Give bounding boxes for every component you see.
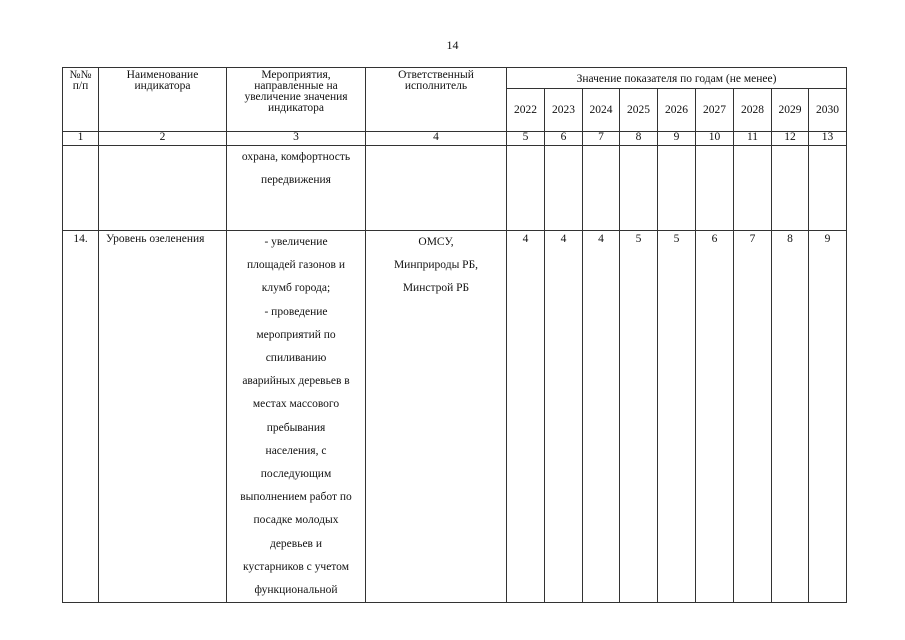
year-value	[696, 146, 734, 231]
activities-text: охрана, комфортность передвижения	[227, 146, 366, 231]
column-number: 4	[366, 132, 507, 146]
column-number: 8	[620, 132, 658, 146]
column-number: 3	[227, 132, 366, 146]
table-row	[63, 231, 847, 603]
year-value	[507, 146, 545, 231]
column-number: 13	[809, 132, 847, 146]
header-year: 2028	[734, 89, 772, 132]
responsible-text	[366, 146, 507, 231]
column-number-row	[63, 132, 847, 146]
activities-text: - увеличение площадей газонов и клумб города; - проведение мероприятий по спиливанию аварийных деревьев в местах массового пребывания населения, с последующим выполнением работ по посадке молодых деревьев и кустарников с учетом функциональной	[227, 231, 366, 603]
header-year: 2027	[696, 89, 734, 132]
table-row	[63, 146, 847, 231]
column-number: 10	[696, 132, 734, 146]
column-number: 9	[658, 132, 696, 146]
header-indicator-name: Наименование индикатора	[99, 68, 227, 132]
header-year: 2024	[583, 89, 620, 132]
year-value: 5	[620, 231, 658, 603]
column-number: 1	[63, 132, 99, 146]
indicator-name: Уровень озеленения	[99, 231, 227, 603]
column-number: 11	[734, 132, 772, 146]
header-year: 2023	[545, 89, 583, 132]
column-number: 2	[99, 132, 227, 146]
year-value: 8	[772, 231, 809, 603]
year-value: 7	[734, 231, 772, 603]
row-number	[63, 146, 99, 231]
year-value	[809, 146, 847, 231]
indicator-table	[62, 67, 847, 603]
row-number: 14.	[63, 231, 99, 603]
year-value	[545, 146, 583, 231]
column-number: 5	[507, 132, 545, 146]
header-year: 2030	[809, 89, 847, 132]
column-number: 7	[583, 132, 620, 146]
year-value: 4	[583, 231, 620, 603]
indicator-name	[99, 146, 227, 231]
year-value: 4	[545, 231, 583, 603]
header-year: 2029	[772, 89, 809, 132]
header-number: №№ п/п	[63, 68, 99, 132]
header-responsible: Ответственный исполнитель	[366, 68, 507, 132]
column-number: 12	[772, 132, 809, 146]
year-value: 6	[696, 231, 734, 603]
year-value	[620, 146, 658, 231]
column-number: 6	[545, 132, 583, 146]
responsible-text: ОМСУ, Минприроды РБ, Минстрой РБ	[366, 231, 507, 603]
header-values-by-year: Значение показателя по годам (не менее)	[507, 68, 847, 89]
year-value: 9	[809, 231, 847, 603]
year-value	[734, 146, 772, 231]
year-value	[658, 146, 696, 231]
year-value	[583, 146, 620, 231]
year-value: 4	[507, 231, 545, 603]
year-value: 5	[658, 231, 696, 603]
year-value	[772, 146, 809, 231]
header-year: 2026	[658, 89, 696, 132]
header-activities: Мероприятия, направленные на увеличение значения индикатора	[227, 68, 366, 132]
header-year: 2022	[507, 89, 545, 132]
header-year: 2025	[620, 89, 658, 132]
page-number: 14	[446, 38, 459, 52]
